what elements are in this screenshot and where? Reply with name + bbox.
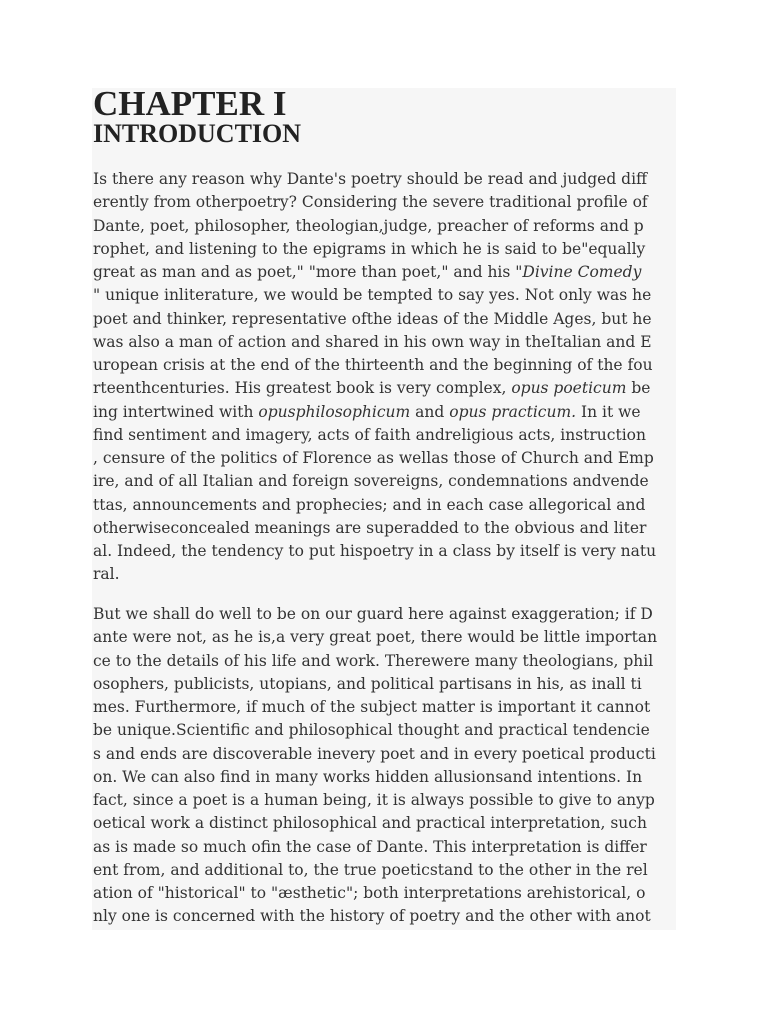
paragraph-1: [93, 168, 676, 587]
text-run: be: [626, 379, 651, 398]
paragraph-line: find sentiment and imagery, acts of faith andreligious acts, instruction: [93, 425, 646, 444]
paragraph-line: otherwiseconcealed meanings are superadded to the obvious and liter: [93, 518, 647, 537]
paragraph-line: Is there any reason why Dante's poetry should be read and judged diff: [93, 170, 648, 188]
text-run: ing intertwined with: [93, 402, 259, 421]
paragraph-line: be unique.Scientific and philosophical thought and practical tendencie: [93, 721, 650, 740]
italic-run: opus poeticum: [511, 379, 627, 398]
paragraph-line: uropean crisis at the end of the thirteenth and the beginning of the fou: [93, 356, 653, 374]
paragraph-line: ante were not, as he is,a very great poet, there would be little importan: [93, 628, 658, 647]
paragraph-line: But we shall do well to be on our guard here against exaggeration; if D: [93, 605, 653, 623]
text-run: and: [410, 402, 450, 421]
paragraph-line: mes. Furthermore, if much of the subject matter is important it cannot: [93, 698, 651, 716]
paragraph-line: erently from otherpoetry? Considering the severe traditional profile of: [93, 193, 648, 212]
paragraph-line: oetical work a distinct philosophical and practical interpretation, such: [93, 814, 647, 833]
paragraph-line: [93, 261, 676, 284]
paragraph-line: s and ends are discoverable inevery poet and in every poetical producti: [93, 744, 656, 763]
paragraph-line: poet and thinker, representative ofthe ideas of the Middle Ages, but he: [93, 309, 652, 328]
paragraph-line: [93, 401, 676, 424]
paragraph-line: was also a man of action and shared in his own way in theItalian and E: [93, 332, 652, 351]
text-run: rteenthcenturies. His greatest book is very complex,: [93, 379, 512, 398]
paragraph-line: [93, 377, 676, 400]
paragraph-line: al. Indeed, the tendency to put hispoetry in a class by itself is very natu: [93, 542, 657, 560]
text-run: great as man and as poet," "more than poet," and his: [93, 263, 516, 281]
paragraph-line: ce to the details of his life and work. Therewere many theologians, phil: [93, 651, 654, 670]
paragraph-line: , censure of the politics of Florence as wellas those of Church and Emp: [93, 449, 654, 467]
italic-run: ": [93, 286, 101, 305]
paragraph-line: rophet, and listening to the epigrams in which he is said to be"equally: [93, 239, 646, 258]
page-content: [92, 84, 676, 930]
paragraph-line: on. We can also find in many works hidden allusionsand intentions. In: [93, 767, 643, 786]
paragraph-line: Dante, poet, philosopher, theologian,judge, preacher of reforms and p: [93, 216, 644, 235]
chapter-title: CHAPTER I: [93, 84, 287, 123]
paragraph-line: ral.: [93, 565, 120, 584]
paragraph-line: ent from, and additional to, the true poeticstand to the other in the rel: [93, 860, 648, 879]
paragraph-line: ation of "historical" to "æsthetic"; both interpretations arehistorical, o: [93, 884, 646, 902]
paragraph-line: ttas, announcements and prophecies; and in each case allegorical and: [93, 495, 646, 514]
chapter-subtitle: INTRODUCTION: [93, 119, 302, 148]
italic-run: "Divine Comedy: [515, 263, 642, 281]
text-run: In it we: [576, 402, 641, 421]
paragraph-line: ire, and of all Italian and foreign sovereigns, condemnations andvende: [93, 472, 649, 491]
paragraph-line: [93, 284, 676, 307]
paragraph-line: osophers, publicists, utopians, and political partisans in his, as inall ti: [93, 674, 642, 693]
paragraph-line: fact, since a poet is a human being, it is always possible to give to anyp: [93, 791, 655, 809]
text-run: unique inliterature, we would be tempted to say yes. Not only was he: [100, 286, 652, 305]
paragraph-line: as is made so much ofin the case of Dante. This interpretation is differ: [93, 837, 647, 856]
italic-run: opus practicum.: [449, 402, 577, 421]
paragraph-line: nly one is concerned with the history of poetry and the other with anot: [93, 907, 651, 926]
italic-run: opusphilosophicum: [258, 402, 411, 421]
paragraph-2: [93, 603, 676, 929]
